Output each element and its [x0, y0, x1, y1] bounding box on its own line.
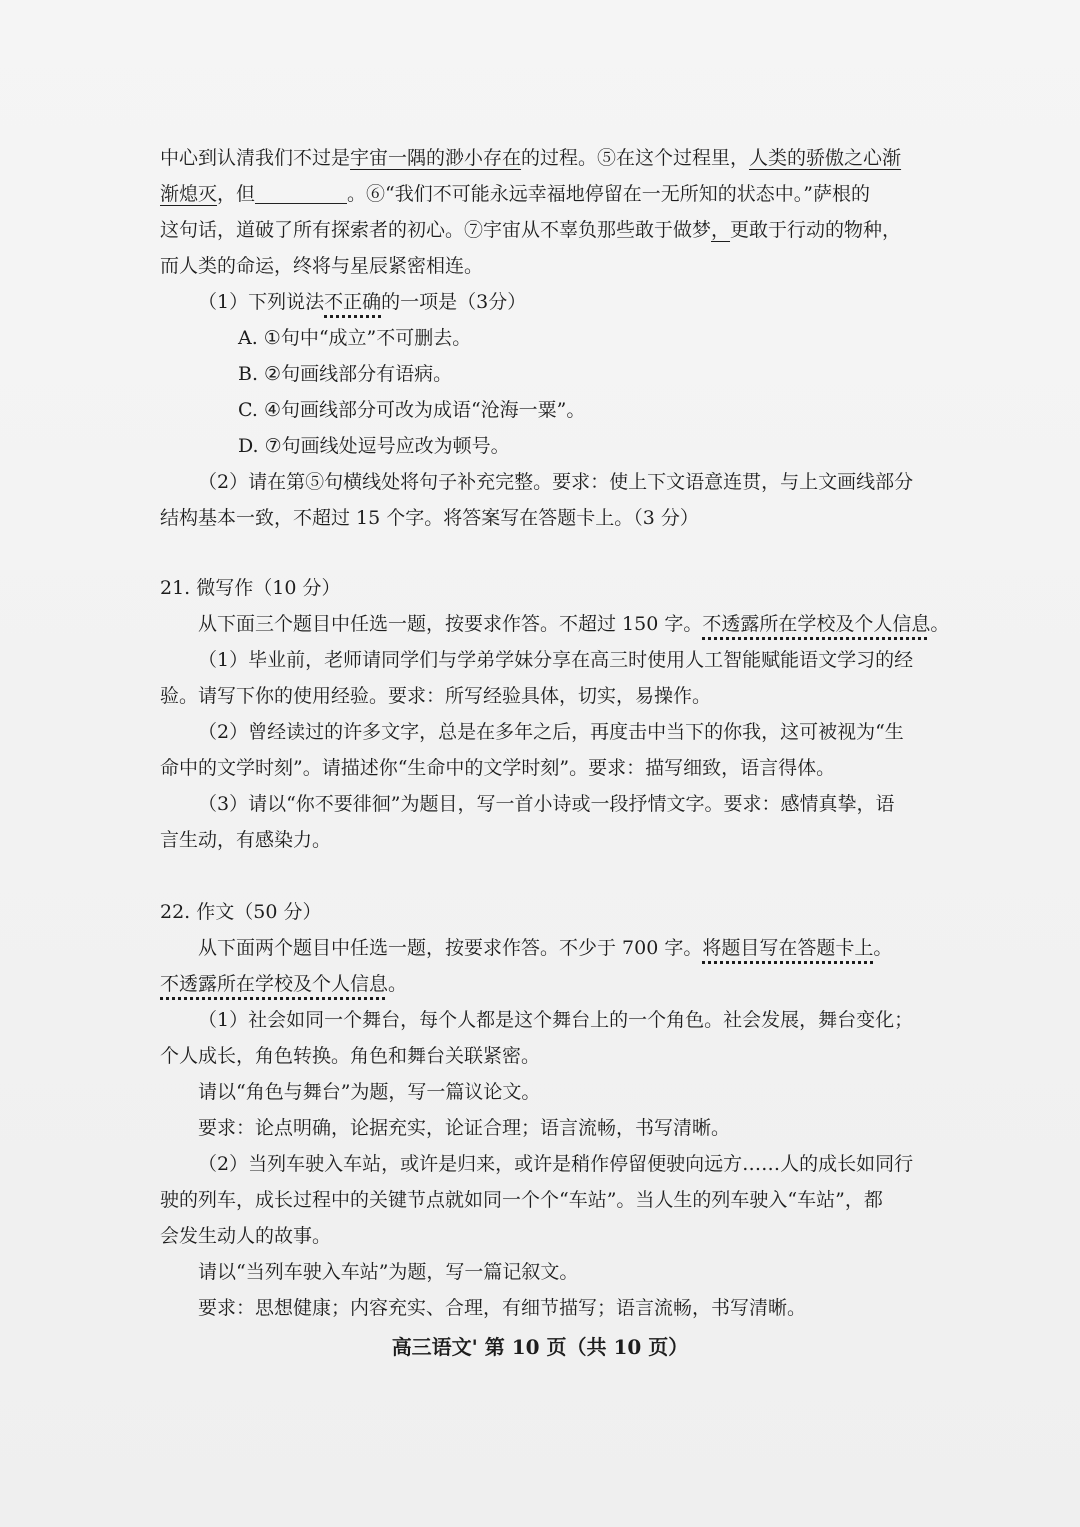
- emphasis-dots: 不透露所在学校及个人信息: [160, 973, 389, 995]
- passage-line: 这句话，道破了所有探索者的初心。⑦宇宙从不辜负那些敢于做梦，更敢于行动的物种，: [160, 219, 902, 241]
- emphasis-dots: 将题目写在答题卡上: [702, 937, 874, 959]
- emphasis-dots: 不正确: [324, 291, 382, 313]
- option-a: A. ①句中“成立”不可删去。: [238, 327, 472, 349]
- q22-prompt-1-req: 要求：论点明确，论据充实，论证合理；语言流畅，书写清晰。: [198, 1117, 731, 1139]
- q20-sub1: （1）下列说法不正确的一项是（3分）: [198, 291, 527, 313]
- underlined-phrase: 人类的骄傲之心渐: [749, 147, 902, 169]
- q22-prompt-1: （1）社会如同一个舞台，每个人都是这个舞台上的一个角色。社会发展，舞台变化；: [198, 1009, 914, 1031]
- passage-line: 渐熄灭，但 。⑥“我们不可能永远幸福地停留在一无所知的状态中。”萨根的: [160, 176, 950, 212]
- q22-prompt-2-cont: 会发生动人的故事。: [160, 1225, 332, 1247]
- option-c: C. ④句画线部分可改为成语“沧海一粟”。: [238, 399, 586, 421]
- q22-title: 22. 作文（50 分）: [160, 901, 322, 923]
- q22-prompt-2: （2）当列车驶入车站，或许是归来，或许是稍作停留便驶向远方……人的成长如同行: [198, 1153, 914, 1175]
- q21-prompt-3-cont: 言生动，有感染力。: [160, 829, 332, 851]
- emphasis-dots: 不透露所在学校及个人信息: [702, 613, 931, 635]
- q22-prompt-1-task: 请以“角色与舞台”为题，写一篇议论文。: [198, 1081, 541, 1103]
- spacer: [160, 858, 950, 894]
- underlined-phrase: 渐熄灭: [160, 183, 218, 205]
- q22-prompt-2-cont: 驶的列车，成长过程中的关键节点就如同一个个“车站”。当人生的列车驶入“车站”，都: [160, 1189, 883, 1211]
- q22-prompt-1-cont: 个人成长，角色转换。角色和舞台关联紧密。: [160, 1045, 541, 1067]
- q22-prompt-2-task: 请以“当列车驶入车站”为题，写一篇记叙文。: [198, 1261, 579, 1283]
- page-footer: 高三语文' 第 10 页（共 10 页）: [391, 1335, 689, 1359]
- passage-line: 而人类的命运，终将与星辰紧密相连。: [160, 255, 484, 277]
- q22-prompt-2-req: 要求：思想健康；内容充实、合理，有细节描写；语言流畅，书写清晰。: [198, 1297, 807, 1319]
- q21-prompt-3: （3）请以“你不要徘徊”为题目，写一首小诗或一段抒情文字。要求：感情真挚，语: [198, 793, 895, 815]
- q21-prompt-2-cont: 命中的文学时刻”。请描述你“生命中的文学时刻”。要求：描写细致，语言得体。: [160, 757, 836, 779]
- spacer: [160, 536, 950, 570]
- option-b: B. ②句画线部分有语病。: [238, 363, 453, 385]
- page-content: [160, 140, 950, 1326]
- fill-blank: [255, 179, 347, 204]
- underlined-comma: ，: [711, 219, 731, 241]
- q21-title: 21. 微写作（10 分）: [160, 577, 341, 599]
- option-d: D. ⑦句画线处逗号应改为顿号。: [238, 435, 510, 457]
- q20-sub2: （2）请在第⑤句横线处将句子补充完整。要求：使上下文语意连贯，与上文画线部分: [198, 471, 914, 493]
- q21-prompt-1: （1）毕业前，老师请同学们与学弟学妹分享在高三时使用人工智能赋能语文学习的经: [198, 649, 914, 671]
- q20-sub2-cont: 结构基本一致，不超过 15 个字。将答案写在答题卡上。（3 分）: [160, 507, 699, 529]
- q22-intro-cont: 不透露所在学校及个人信息。: [160, 973, 408, 995]
- q21-prompt-1-cont: 验。请写下你的使用经验。要求：所写经验具体，切实，易操作。: [160, 685, 712, 707]
- q21-prompt-2: （2）曾经读过的许多文字，总是在多年之后，再度击中当下的你我，这可被视为“生: [198, 721, 904, 743]
- q21-intro: 从下面三个题目中任选一题，按要求作答。不超过 150 字。不透露所在学校及个人信息。: [198, 613, 950, 635]
- passage-line: 中心到认清我们不过是宇宙一隅的渺小存在的过程。⑤在这个过程里，人类的骄傲之心渐: [160, 147, 902, 169]
- underlined-phrase: 宇宙一隅的渺小存在: [350, 147, 522, 169]
- q22-intro: 从下面两个题目中任选一题，按要求作答。不少于 700 字。将题目写在答题卡上。: [198, 937, 893, 959]
